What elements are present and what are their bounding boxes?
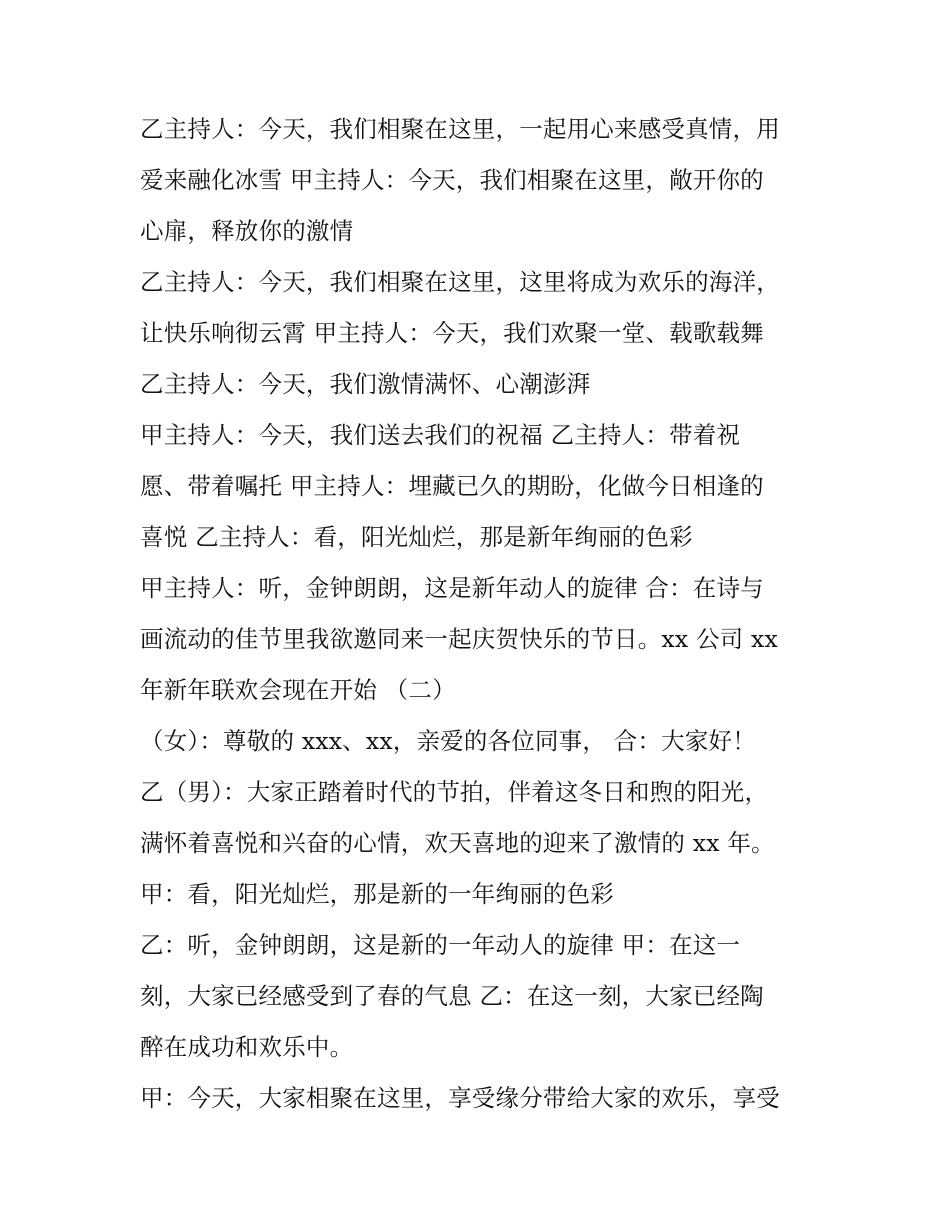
document-body xyxy=(140,104,830,1124)
text-line: 乙主持人：今天，我们相聚在这里，这里将成为欢乐的海洋， xyxy=(140,268,780,296)
text-line: 年新年联欢会现在开始 （二） xyxy=(140,676,456,704)
text-line: 画流动的佳节里我欲邀同来一起庆贺快乐的节日。xx 公司 xx xyxy=(140,625,778,653)
text-line: 乙：听，金钟朗朗，这是新的一年动人的旋律 甲：在这一 xyxy=(140,931,741,959)
text-line: 甲主持人：听，金钟朗朗，这是新年动人的旋律 合：在诗与 xyxy=(140,574,764,602)
text-line: （女）：尊敬的 xxx、xx，亲爱的各位同事， 合：大家好！ xyxy=(140,727,756,755)
text-line: 甲：今天，大家相聚在这里，享受缘分带给大家的欢乐，享受 xyxy=(140,1084,780,1112)
text-line: 醉在成功和欢乐中。 xyxy=(140,1033,354,1061)
text-line: 心扉，释放你的激情 xyxy=(140,217,354,245)
text-line: 爱来融化冰雪 甲主持人：今天，我们相聚在这里，敞开你的 xyxy=(140,166,764,194)
text-line: 甲主持人：今天，我们送去我们的祝福 乙主持人：带着祝 xyxy=(140,421,741,449)
text-line: 乙（男）：大家正踏着时代的节拍，伴着这冬日和煦的阳光， xyxy=(140,778,769,806)
text-line: 喜悦 乙主持人：看，阳光灿烂，那是新年绚丽的色彩 xyxy=(140,523,693,551)
text-line: 让快乐响彻云霄 甲主持人：今天，我们欢聚一堂、载歌载舞 xyxy=(140,319,764,347)
text-line: 乙主持人：今天，我们激情满怀、心潮澎湃 xyxy=(140,370,591,398)
text-line: 乙主持人：今天，我们相聚在这里，一起用心来感受真情，用 xyxy=(140,115,780,143)
text-line: 刻，大家已经感受到了春的气息 乙：在这一刻，大家已经陶 xyxy=(140,982,764,1010)
text-line: 愿、带着嘱托 甲主持人：埋藏已久的期盼，化做今日相逢的 xyxy=(140,472,764,500)
text-line: 甲：看，阳光灿烂，那是新的一年绚丽的色彩 xyxy=(140,880,614,908)
text-line: 满怀着喜悦和兴奋的心情，欢天喜地的迎来了激情的 xx 年。 xyxy=(140,829,775,857)
